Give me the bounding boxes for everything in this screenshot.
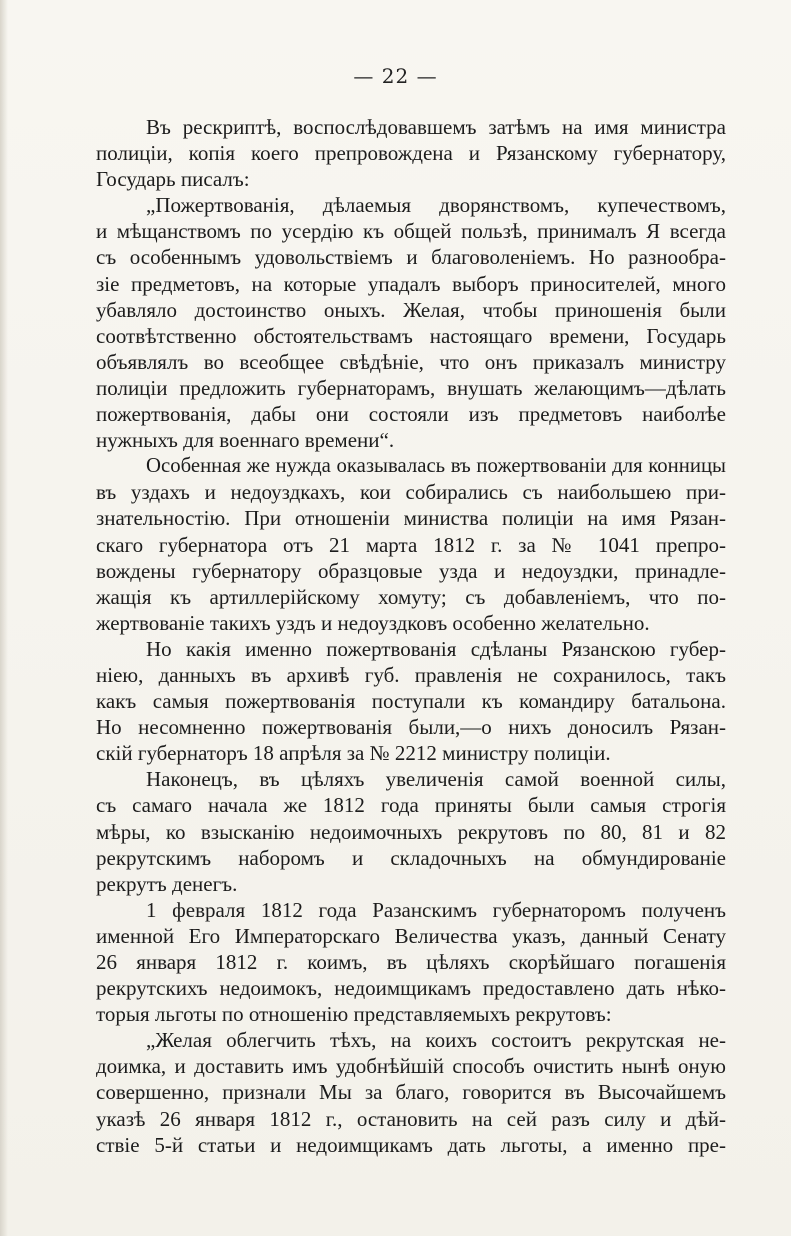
page-number: — 22 —: [353, 64, 438, 88]
text-line: скаго губернатора отъ 21 марта 1812 г. за № 1041 препро-: [96, 532, 726, 557]
text-line: нужныхъ для военнаго времени“.: [96, 428, 395, 453]
text-line: въ уздахъ и недоуздкахъ, кои собирались съ наибольшею при-: [96, 480, 726, 505]
text-line: указѣ 26 января 1812 г., остановить на сей разъ силу и дѣй-: [96, 1106, 726, 1131]
text-line: доимка, и доставить имъ удобнѣйшій способъ очистить нынѣ оную: [96, 1054, 726, 1079]
text-line: Но несомненно пожертвованія были,—о нихъ доносилъ Рязан-: [96, 715, 726, 740]
text-line: „Пожертвованія, дѣлаемыя дворянствомъ, купечествомъ,: [146, 193, 726, 218]
text-line: торыя льготы по отношенію представляемыхъ рекрутовъ:: [96, 1002, 612, 1027]
text-line: вождены губернатору образцовые узда и недоуздки, принадле-: [96, 558, 726, 583]
text-line: Наконецъ, въ цѣляхъ увеличенія самой военной силы,: [146, 767, 726, 792]
text-line: совершенно, признали Мы за благо, говорится въ Высочайшемъ: [96, 1080, 726, 1105]
text-line: 26 января 1812 г. коимъ, въ цѣляхъ скорѣйшаго погашенія: [96, 950, 726, 974]
text-line: ніею, данныхъ въ архивѣ губ. правленія не сохранилось, такъ: [96, 662, 726, 687]
text-line: ствіе 5-й статьи и недоимщикамъ дать льготы, а именно пре-: [96, 1132, 726, 1157]
text-line: и мѣщанствомъ по усердію къ общей пользѣ, принималъ Я всегда: [96, 219, 726, 244]
text-line: съ особеннымъ удовольствіемъ и благоволеніемъ. Но разнообра-: [96, 245, 726, 270]
text-line: зіе предметовъ, на которые упадалъ выборъ приносителей, много: [96, 271, 726, 296]
text-line: полиціи предложить губернаторамъ, внушать желающимъ—дѣлать: [96, 375, 726, 400]
text-line: жащія къ артиллерійскому хомуту; съ добавленіемъ, что по-: [96, 584, 726, 609]
text-line: именной Его Императорскаго Величества указъ, данный Сенату: [96, 923, 726, 948]
text-line: какъ самыя пожертвованія поступали къ командиру батальона.: [96, 689, 726, 714]
text-line: рекрутскихъ недоимокъ, недоимщикамъ предоставлено дать нѣко-: [96, 976, 726, 1001]
text-line: съ самаго начала же 1812 года приняты были самыя строгія: [96, 793, 726, 818]
text-line: 1 февраля 1812 года Разанскимъ губернаторомъ полученъ: [146, 897, 726, 922]
text-line: полиціи, копія коего препровождена и Рязанскому губернатору,: [96, 141, 726, 166]
text-line: рекрутскимъ наборомъ и складочныхъ на обмундированіе: [96, 845, 726, 870]
text-line: Въ рескриптѣ, воспослѣдовавшемъ затѣмъ на имя министра: [146, 115, 726, 139]
text-line: знательностію. При отношеніи министва полиціи на имя Рязан-: [96, 506, 726, 531]
text-line: скій губернаторъ 18 апрѣля за № 2212 министру полиціи.: [96, 741, 611, 766]
text-line: рекрутъ денегъ.: [96, 871, 238, 896]
page-spine-shadow: [0, 0, 8, 1236]
text-line: объявлялъ во всеобщее свѣдѣніе, что онъ приказалъ министру: [96, 349, 726, 374]
body-text: [96, 114, 726, 1158]
text-line: Особенная же нужда оказывалась въ пожертвованіи для конницы: [146, 455, 726, 478]
text-line: Государь писалъ:: [96, 167, 250, 192]
text-line: жертвованіе такихъ уздъ и недоуздковъ особенно желательно.: [96, 610, 650, 635]
text-line: пожертвованія, дабы они состояли изъ предметовъ наиболѣе: [96, 402, 726, 427]
text-line: соотвѣтственно обстоятельствамъ настоящаго времени, Государь: [96, 323, 726, 348]
text-line: убавляло достоинство оныхъ. Желая, чтобы приношенія были: [96, 297, 726, 322]
text-line: мѣры, ко взысканію недоимочныхъ рекрутовъ по 80, 81 и 82: [96, 819, 726, 844]
text-line: Но какія именно пожертвованія сдѣланы Рязанскою губер-: [146, 636, 726, 661]
text-line: „Желая облегчить тѣхъ, на коихъ состоитъ рекрутская не-: [146, 1028, 726, 1053]
